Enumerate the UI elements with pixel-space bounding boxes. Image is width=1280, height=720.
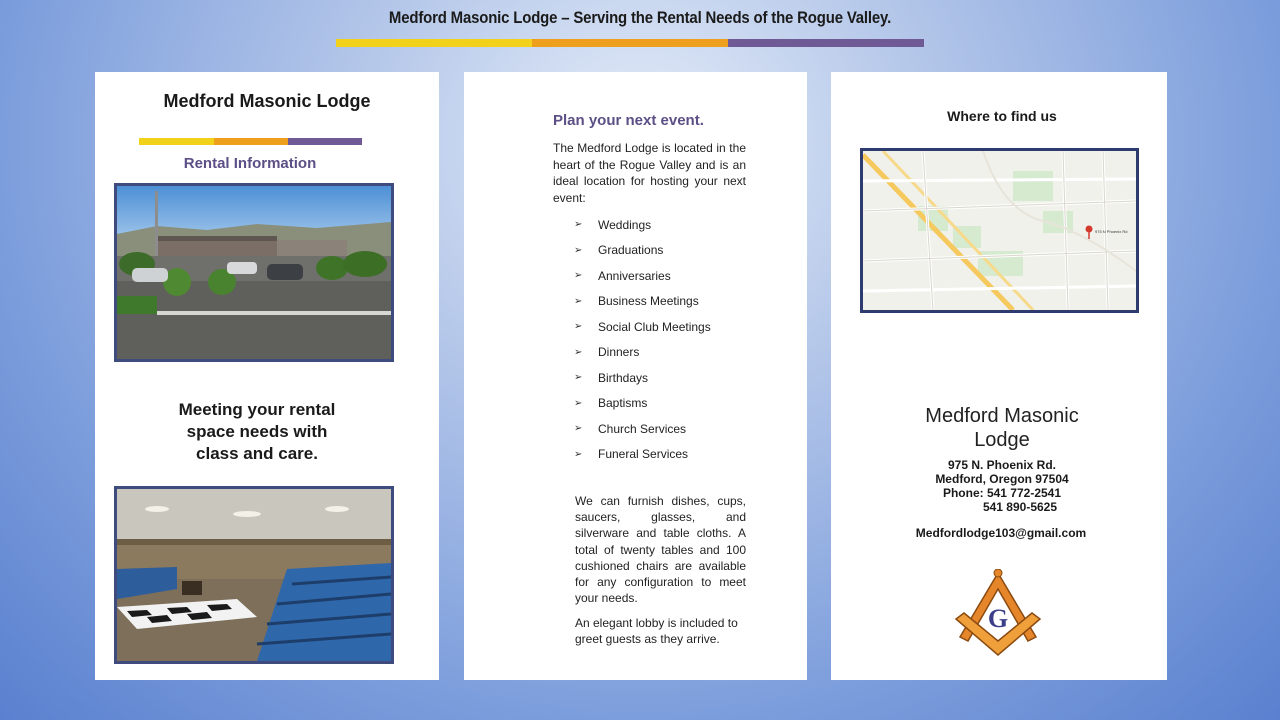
- lodge-name-line-2: Lodge: [974, 429, 1030, 451]
- panel-title: Medford Masonic Lodge: [163, 91, 371, 111]
- exterior-photo-image: [117, 186, 391, 359]
- color-bar-yellow: [336, 39, 532, 47]
- arrow-right-icon: ➢: [574, 397, 583, 409]
- tagline-line-2: space needs with: [186, 422, 328, 441]
- event-label: Birthdays: [598, 370, 649, 385]
- lobby-paragraph: An elegant lobby is included to greet guests as they arrive.: [575, 616, 738, 647]
- phone-line-2: 541 890-5625: [982, 500, 1058, 514]
- event-label: Business Meetings: [598, 294, 699, 309]
- map-image: [863, 151, 1136, 310]
- event-list: [574, 212, 711, 467]
- arrow-right-icon: ➢: [574, 346, 583, 358]
- lodge-name: [831, 404, 1173, 452]
- list-item: [574, 416, 711, 442]
- brochure-panel-right: [831, 72, 1167, 680]
- address-line-1: 975 N. Phoenix Rd.: [947, 458, 1057, 472]
- event-label: Social Club Meetings: [598, 319, 711, 334]
- plan-event-heading: Plan your next event.: [553, 112, 704, 129]
- list-item: [574, 442, 711, 468]
- event-label: Anniversaries: [598, 268, 671, 283]
- list-item: [574, 212, 711, 238]
- interior-photo-image: [117, 489, 391, 661]
- arrow-right-icon: ➢: [574, 321, 583, 333]
- email-address: Medfordlodge103@gmail.com: [915, 526, 1087, 540]
- list-item: [574, 289, 711, 315]
- address-line-2: Medford, Oregon 97504: [935, 472, 1069, 486]
- location-map: [860, 148, 1139, 313]
- intro-paragraph: The Medford Lodge is located in the heart of the Rogue Valley and is an ideal location for hosting your next event:: [553, 141, 746, 205]
- event-label: Baptisms: [598, 396, 648, 411]
- stripe-yellow: [139, 138, 214, 145]
- map-pin-label: 975 N Phoenix Rd: [1095, 229, 1128, 234]
- phone-line-1: Phone: 541 772-2541: [942, 486, 1062, 500]
- contact-block: [831, 458, 1173, 514]
- where-to-find-us-heading: Where to find us: [947, 108, 1057, 124]
- event-label: Graduations: [598, 243, 664, 258]
- square-and-compass-icon: [948, 569, 1048, 657]
- slide-title: Medford Masonic Lodge – Serving the Rental Needs of the Rogue Valley.: [388, 8, 892, 27]
- brochure-panel-left: [95, 72, 439, 680]
- stripe-orange: [214, 138, 288, 145]
- event-label: Dinners: [598, 345, 640, 360]
- arrow-right-icon: ➢: [574, 244, 583, 256]
- list-item: [574, 365, 711, 391]
- tagline-line-3: class and care.: [196, 444, 318, 463]
- emblem-letter: G: [987, 604, 1009, 633]
- arrow-right-icon: ➢: [574, 295, 583, 307]
- arrow-right-icon: ➢: [574, 423, 583, 435]
- list-item: [574, 314, 711, 340]
- list-item: [574, 263, 711, 289]
- tagline: [95, 399, 419, 465]
- event-label: Church Services: [598, 421, 687, 436]
- lodge-exterior-photo: [114, 183, 394, 362]
- title-color-bar: [336, 39, 924, 47]
- color-bar-purple: [728, 39, 924, 47]
- rental-information-heading: Rental Information: [183, 155, 317, 172]
- furnish-paragraph: We can furnish dishes, cups, saucers, glasses, and silverware and table cloths. A total of twenty tables and 100 cushioned chairs are available for any configuration to meet your needs.: [575, 494, 746, 606]
- list-item: [574, 391, 711, 417]
- event-label: Weddings: [598, 217, 652, 232]
- list-item: [574, 238, 711, 264]
- arrow-right-icon: ➢: [574, 448, 583, 460]
- arrow-right-icon: ➢: [574, 219, 583, 231]
- lodge-interior-photo: [114, 486, 394, 664]
- stripe-purple: [288, 138, 362, 145]
- list-item: [574, 340, 711, 366]
- brochure-panel-middle: [464, 72, 807, 680]
- color-bar-orange: [532, 39, 728, 47]
- panel-color-stripe: [139, 138, 362, 145]
- tagline-line-1: Meeting your rental: [178, 400, 336, 419]
- lodge-name-line-1: Medford Masonic: [925, 405, 1079, 427]
- event-label: Funeral Services: [598, 447, 689, 462]
- arrow-right-icon: ➢: [574, 270, 583, 282]
- arrow-right-icon: ➢: [574, 372, 583, 384]
